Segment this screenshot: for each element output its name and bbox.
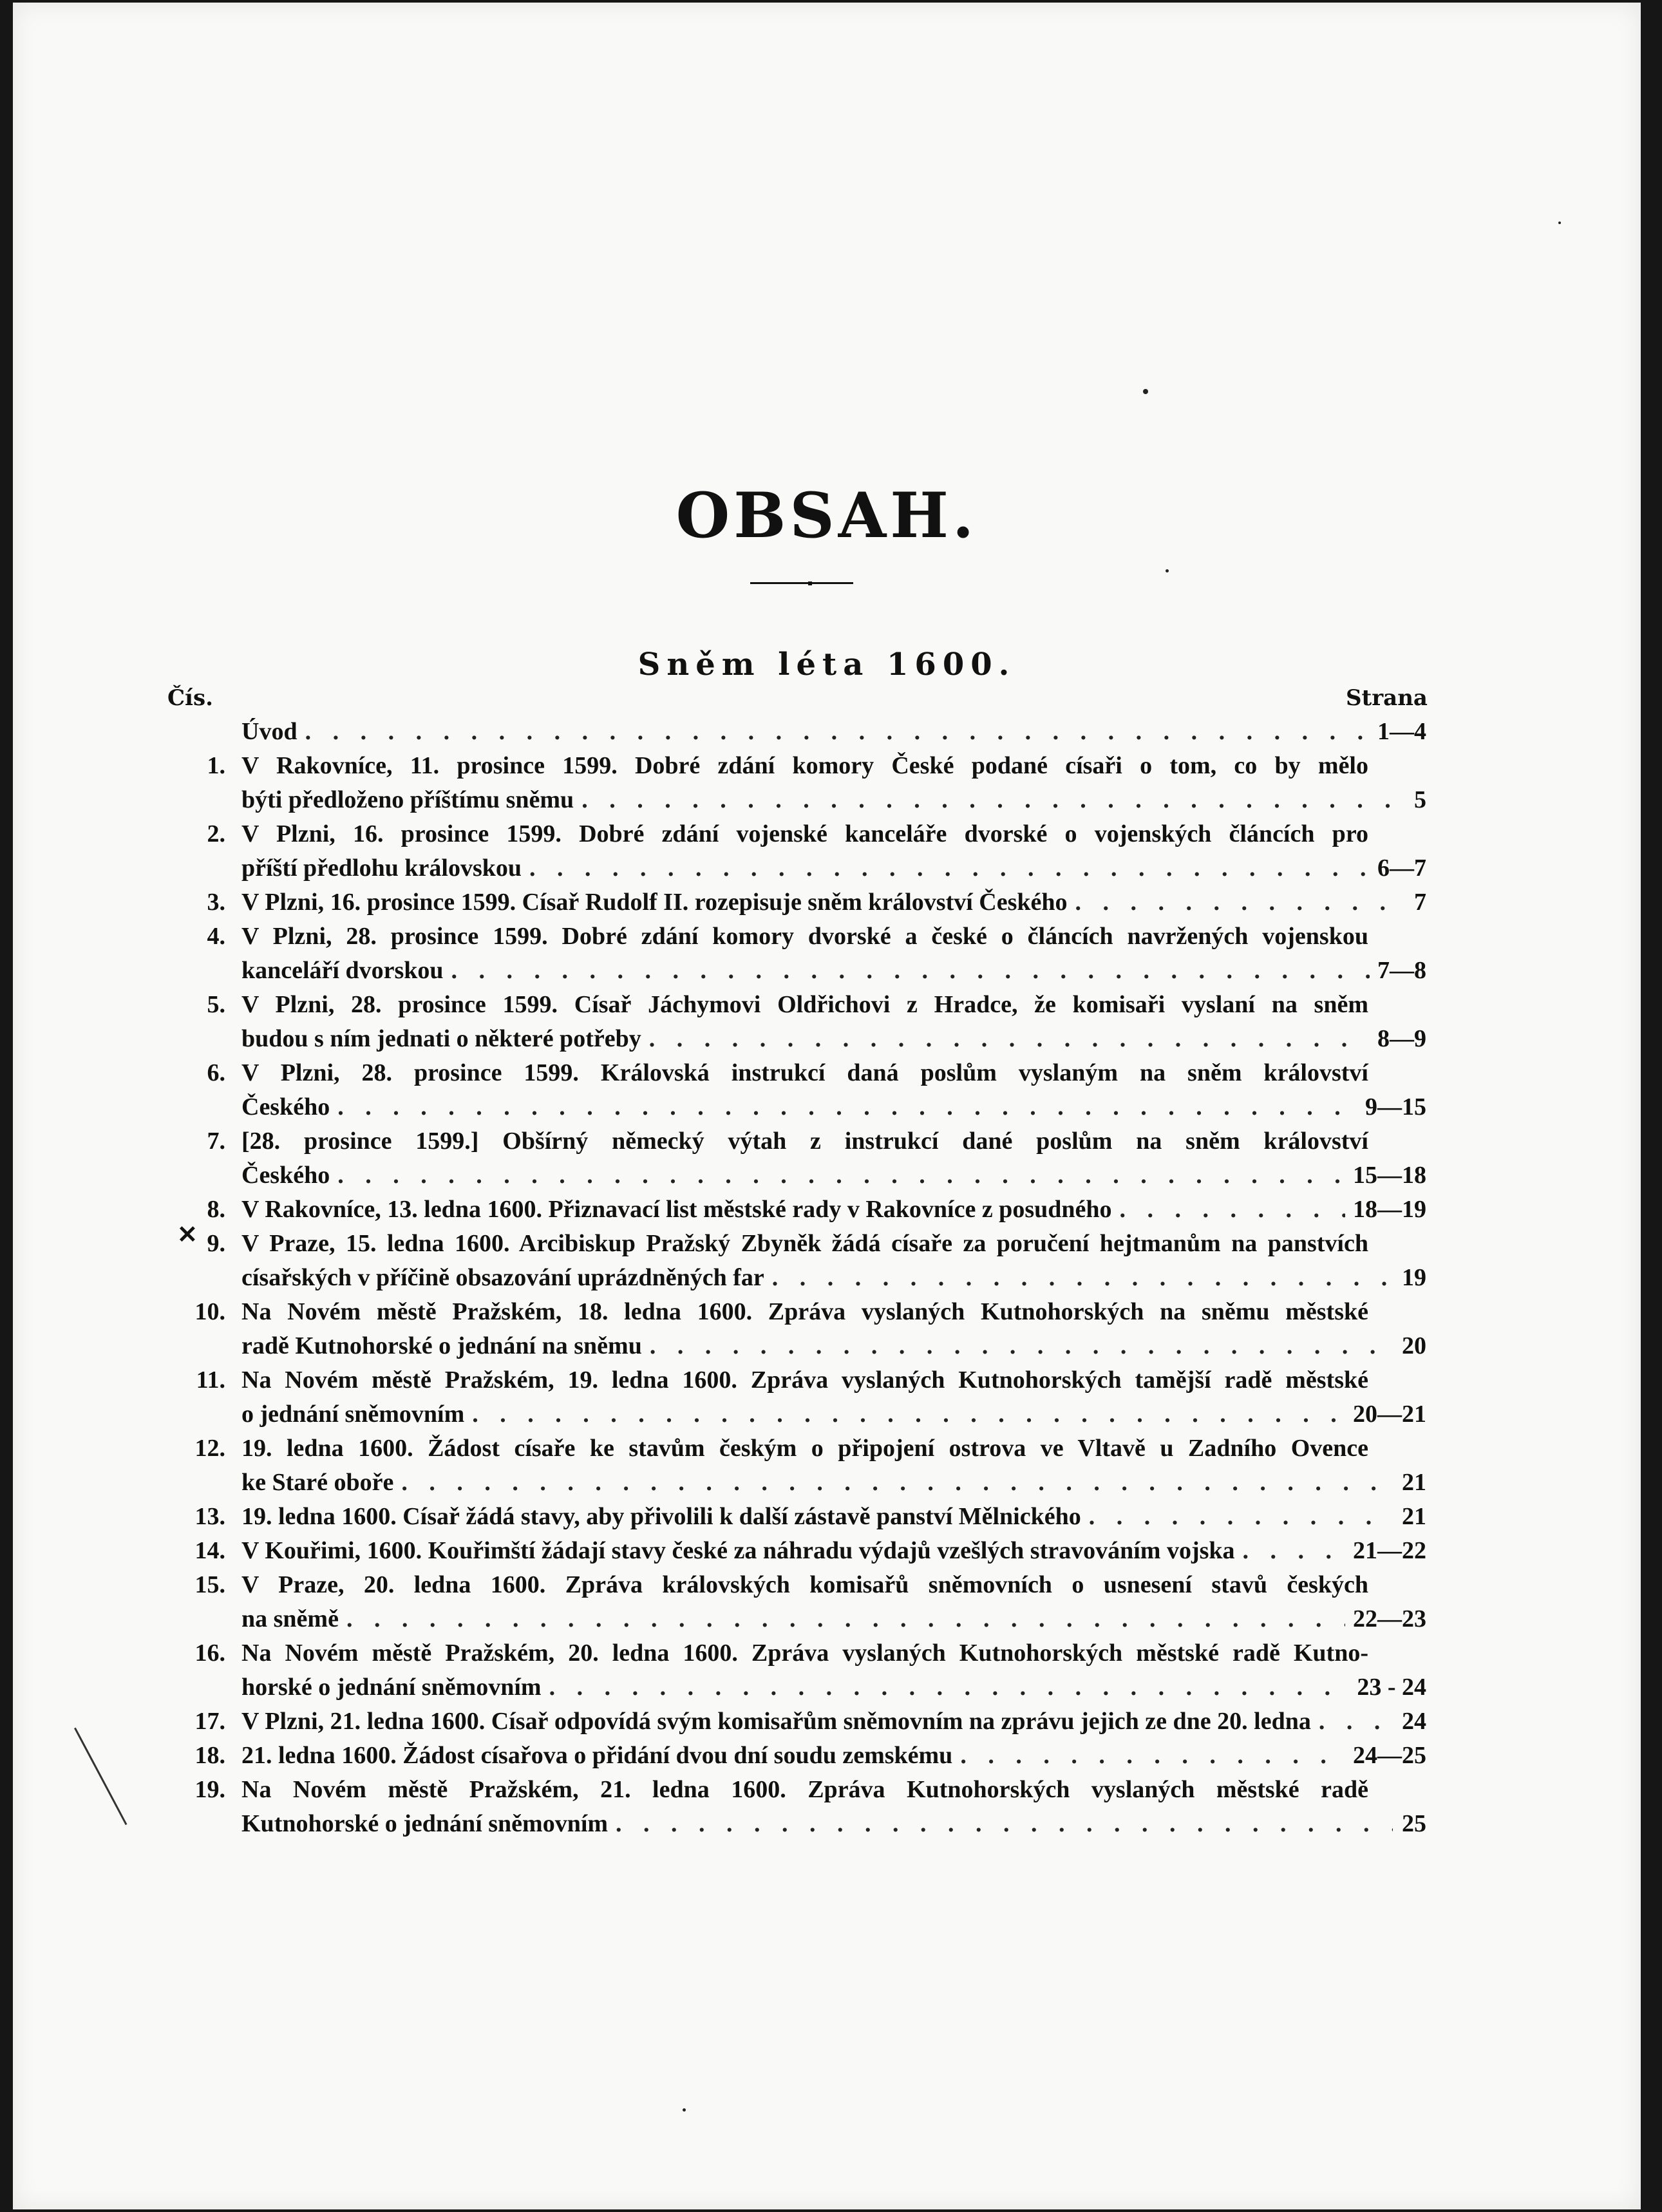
entry-page: 19: [1402, 1264, 1426, 1291]
entry-page: 20: [1402, 1332, 1426, 1359]
entry-page: 20—21: [1353, 1401, 1426, 1428]
paper-speck: [683, 2108, 686, 2112]
toc-line: [13, 1670, 1641, 1705]
column-header-number: Čís.: [167, 685, 213, 711]
toc-line: [13, 1022, 1641, 1056]
entry-number: 10.: [194, 1298, 225, 1325]
entry-page: 7—8: [1377, 957, 1426, 984]
toc-line: [13, 1534, 1641, 1568]
entry-number: 5.: [207, 991, 225, 1018]
entry-text: V Kouřimi, 1600. Kouřimští žádají stavy české za náhradu výdajů vzešlých stravováním vojska: [241, 1537, 1235, 1564]
entry-page: 8—9: [1377, 1025, 1426, 1052]
paper-speck: [1166, 569, 1169, 572]
toc-line: [13, 1158, 1641, 1193]
title-rule: [750, 582, 853, 584]
entry-text: Na Novém městě Pražském, 20. ledna 1600. Zpráva vyslaných Kutnohorských městské radě Kutno-: [241, 1640, 1368, 1667]
entry-text: býti předloženo příštímu sněmu: [241, 786, 574, 813]
toc-line: [13, 1568, 1641, 1602]
entry-page: 15—18: [1353, 1162, 1426, 1189]
entry-text: 19. ledna 1600. Žádost císaře ke stavům českým o připojení ostrova ve Vltavě u Zadního Ovence: [241, 1435, 1368, 1462]
toc-line: [13, 1636, 1641, 1670]
entry-text: příští předlohu královskou: [241, 855, 522, 882]
toc-line: [13, 1432, 1641, 1466]
entry-text: o jednání sněmovním: [241, 1401, 465, 1428]
toc-line: [13, 1705, 1641, 1739]
paper-speck: [1558, 222, 1561, 224]
toc-line: [13, 715, 1641, 749]
entry-number: 1.: [207, 752, 225, 779]
toc-line: [13, 1739, 1641, 1773]
entry-page: 21—22: [1353, 1537, 1426, 1564]
entry-number: 18.: [194, 1742, 225, 1769]
toc-line: [13, 1295, 1641, 1329]
toc-line: [13, 817, 1641, 851]
margin-mark: ✕: [177, 1220, 198, 1249]
entry-last-line: [241, 1158, 1426, 1193]
entry-last-line: [241, 954, 1426, 988]
entry-last-line: [241, 1397, 1426, 1432]
entry-last-line: [241, 1090, 1426, 1124]
entry-text: Na Novém městě Pražském, 18. ledna 1600. Zpráva vyslaných Kutnohorských na sněmu městské: [241, 1298, 1368, 1325]
entry-page: 23 - 24: [1357, 1674, 1426, 1701]
entry-page: 21: [1402, 1503, 1426, 1530]
entry-page: 18—19: [1353, 1196, 1426, 1223]
entry-text: V Plzni, 28. prosince 1599. Královská instrukcí daná poslům vyslaným na sněm království: [241, 1059, 1368, 1086]
entry-last-line: [241, 783, 1426, 817]
leader-dots: [1089, 1500, 1393, 1534]
toc-line: [13, 1090, 1641, 1124]
entry-page: 24: [1402, 1708, 1426, 1735]
toc-line: [13, 851, 1641, 885]
entry-text: horské o jednání sněmovním: [241, 1674, 542, 1701]
leader-dots: [401, 1466, 1393, 1500]
entry-text: V Plzni, 16. prosince 1599. Císař Rudolf II. rozepisuje sněm království Českého: [241, 889, 1068, 916]
entry-last-line: [241, 1705, 1426, 1739]
entry-text: V Praze, 20. ledna 1600. Zpráva královských komisařů sněmovních o usnesení stavů českých: [241, 1571, 1368, 1598]
entry-number: 17.: [194, 1708, 225, 1735]
entry-text: Českého: [241, 1093, 330, 1120]
entry-number: 19.: [194, 1776, 225, 1803]
entry-number: 9.: [207, 1230, 225, 1257]
entry-last-line: [241, 1466, 1426, 1500]
leader-dots: [346, 1602, 1345, 1636]
entry-last-line: [241, 715, 1426, 749]
toc-line: [13, 1466, 1641, 1500]
toc-line: [13, 1329, 1641, 1363]
entry-text: Úvod: [241, 718, 297, 745]
entry-text: radě Kutnohorské o jednání na sněmu: [241, 1332, 642, 1359]
entry-last-line: [241, 1739, 1426, 1773]
entry-last-line: [241, 1261, 1426, 1295]
leader-dots: [305, 715, 1370, 749]
entry-text: budou s ním jednati o některé potřeby: [241, 1025, 641, 1052]
entry-text: na sněmě: [241, 1605, 339, 1632]
entry-text: V Rakovníce, 13. ledna 1600. Přiznavací list městské rady v Rakovníce z posudného: [241, 1196, 1112, 1223]
toc-line: [13, 1261, 1641, 1295]
entry-number: 14.: [194, 1537, 225, 1564]
entry-last-line: [241, 1670, 1426, 1705]
leader-dots: [1319, 1705, 1393, 1739]
entry-text: Na Novém městě Pražském, 21. ledna 1600. Zpráva Kutnohorských vyslaných městské radě: [241, 1776, 1368, 1803]
entry-text: V Praze, 15. ledna 1600. Arcibiskup Pražský Zbyněk žádá císaře za poručení hejtmanům na panstvích: [241, 1230, 1368, 1257]
leader-dots: [1120, 1193, 1345, 1227]
entry-text: V Plzni, 16. prosince 1599. Dobré zdání vojenské kanceláře dvorské o vojenských článcích pro: [241, 820, 1368, 847]
leader-dots: [649, 1022, 1370, 1056]
page-title: OBSAH.: [675, 479, 978, 552]
entry-last-line: [241, 1602, 1426, 1636]
entry-last-line: [241, 851, 1426, 885]
toc-line: [13, 1056, 1641, 1090]
toc-line: [13, 988, 1641, 1022]
entry-number: 4.: [207, 923, 225, 950]
leader-dots: [472, 1397, 1345, 1432]
leader-dots: [451, 954, 1370, 988]
entry-page: 9—15: [1365, 1093, 1426, 1120]
entry-text: 19. ledna 1600. Císař žádá stavy, aby přivolili k další zástavě panství Mělnického: [241, 1503, 1081, 1530]
entry-last-line: [241, 1500, 1426, 1534]
toc-line: [13, 1807, 1641, 1841]
entry-number: 3.: [207, 889, 225, 916]
entry-text: V Plzni, 28. prosince 1599. Císař Jáchymovi Oldřichovi z Hradce, že komisaři vyslaní na sněm: [241, 991, 1368, 1018]
toc-line: [13, 1363, 1641, 1397]
leader-dots: [616, 1807, 1393, 1841]
table-of-contents: [13, 715, 1641, 1841]
entry-page: 7: [1414, 889, 1426, 916]
entry-text: V Plzni, 21. ledna 1600. Císař odpovídá svým komisařům sněmovním na zprávu jejich ze dne 20. ledna: [241, 1708, 1311, 1735]
entry-page: 25: [1402, 1810, 1426, 1837]
leader-dots: [549, 1670, 1350, 1705]
entry-page: 6—7: [1377, 855, 1426, 882]
entry-number: 7.: [207, 1128, 225, 1155]
entry-text: V Plzni, 28. prosince 1599. Dobré zdání komory dvorské a české o článcích navržených vojenskou: [241, 923, 1368, 950]
entry-text: kanceláří dvorskou: [241, 957, 444, 984]
entry-number: 6.: [207, 1059, 225, 1086]
toc-line: [13, 1193, 1641, 1227]
entry-text: císařských v příčině obsazování uprázdněných far: [241, 1264, 764, 1291]
entry-page: 22—23: [1353, 1605, 1426, 1632]
paper-speck: [1143, 389, 1148, 394]
entry-text: ke Staré oboře: [241, 1469, 394, 1496]
toc-line: [13, 954, 1641, 988]
entry-number: 11.: [196, 1366, 225, 1394]
entry-number: 2.: [207, 820, 225, 847]
entry-text: Českého: [241, 1162, 330, 1189]
toc-line: [13, 1397, 1641, 1432]
entry-number: 8.: [207, 1196, 225, 1223]
entry-page: 24—25: [1353, 1742, 1426, 1769]
entry-last-line: [241, 1022, 1426, 1056]
toc-line: [13, 783, 1641, 817]
entry-page: 5: [1414, 786, 1426, 813]
toc-line: [13, 920, 1641, 954]
entry-text: V Rakovníce, 11. prosince 1599. Dobré zdání komory České podané císaři o tom, co by mělo: [241, 752, 1368, 779]
entry-page: 1—4: [1377, 718, 1426, 745]
entry-page: 21: [1402, 1469, 1426, 1496]
leader-dots: [337, 1090, 1357, 1124]
entry-last-line: [241, 885, 1426, 920]
entry-last-line: [241, 1534, 1426, 1568]
entry-last-line: [241, 1329, 1426, 1363]
toc-line: [13, 1602, 1641, 1636]
section-heading: Sněm léta 1600.: [637, 647, 1016, 683]
toc-line: [13, 749, 1641, 783]
toc-line: [13, 1500, 1641, 1534]
toc-line: [13, 1227, 1641, 1261]
entry-text: [28. prosince 1599.] Obšírný německý výtah z instrukcí dané poslům na sněm království: [241, 1128, 1368, 1155]
entry-last-line: [241, 1807, 1426, 1841]
entry-text: 21. ledna 1600. Žádost císařova o přidání dvou dní soudu zemskému: [241, 1742, 953, 1769]
entry-number: 12.: [194, 1435, 225, 1462]
toc-line: [13, 1124, 1641, 1158]
entry-last-line: [241, 1193, 1426, 1227]
entry-number: 13.: [194, 1503, 225, 1530]
leader-dots: [1243, 1534, 1345, 1568]
leader-dots: [772, 1261, 1393, 1295]
document-page: [13, 3, 1641, 2209]
leader-dots: [581, 783, 1393, 817]
leader-dots: [529, 851, 1370, 885]
leader-dots: [960, 1739, 1345, 1773]
entry-number: 16.: [194, 1640, 225, 1667]
leader-dots: [1075, 885, 1393, 920]
toc-line: [13, 885, 1641, 920]
toc-line: [13, 1773, 1641, 1807]
entry-text: Kutnohorské o jednání sněmovním: [241, 1810, 609, 1837]
entry-number: 15.: [194, 1571, 225, 1598]
leader-dots: [337, 1158, 1345, 1193]
entry-text: Na Novém městě Pražském, 19. ledna 1600. Zpráva vyslaných Kutnohorských tamější radě městské: [241, 1366, 1368, 1394]
leader-dots: [650, 1329, 1393, 1363]
column-header-page: Strana: [1346, 685, 1428, 711]
